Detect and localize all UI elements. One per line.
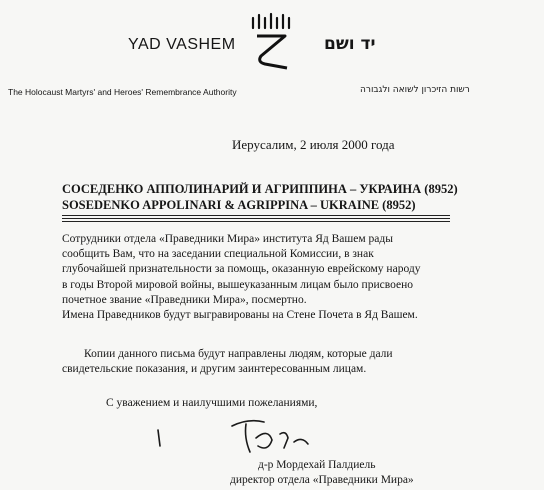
signer-name: д-р Мордехай Палдиель bbox=[258, 459, 376, 471]
letter-date: Иерусалим, 2 июля 2000 года bbox=[232, 137, 395, 152]
body-line: в годы Второй мировой войны, вышеуказанным лицам было присвоено bbox=[62, 278, 413, 291]
body-line: глубочайшей признательности за помощь, оказанную еврейскому народу bbox=[62, 263, 421, 276]
org-name-he: יד ושם bbox=[324, 34, 376, 54]
title-underline bbox=[62, 218, 450, 219]
closing-line: С уважением и наилучшими пожеланиями, bbox=[106, 397, 318, 409]
title-underline bbox=[62, 215, 450, 216]
body-paragraph-1 bbox=[62, 232, 498, 323]
handwritten-signature bbox=[152, 408, 342, 462]
body-paragraph-2 bbox=[62, 347, 498, 377]
subject-title-en: SOSEDENKO APPOLINARI & AGRIPPINA – UKRAINE (8952) bbox=[62, 198, 416, 212]
body-line: сообщить Вам, что на заседании специальной Комиссии, в знак bbox=[62, 248, 374, 261]
subject-title-ru: СОСЕДЕНКО АППОЛИНАРИЙ И АГРИППИНА – УКРАИНА (8952) bbox=[62, 182, 458, 196]
org-name-en: YAD VASHEM bbox=[128, 36, 236, 53]
authority-name-en: The Holocaust Martyrs' and Heroes' Remembrance Authority bbox=[8, 87, 237, 97]
authority-name-he: רשות הזיכרון לשואה ולגבורה bbox=[360, 85, 470, 95]
signer-title: директор отдела «Праведники Мира» bbox=[230, 474, 414, 486]
body-line: Копии данного письма будут направлены людям, которые дали bbox=[84, 348, 393, 360]
body-line: свидетельские показания, и другим заинтересованным лицам. bbox=[62, 363, 367, 376]
body-line: почетное звание «Праведники Мира», посмертно. bbox=[62, 293, 307, 306]
title-underline bbox=[62, 221, 450, 222]
body-line: Имена Праведников будут выгравированы на Стене Почета в Яд Вашем. bbox=[62, 309, 418, 322]
yad-vashem-logo-icon bbox=[247, 12, 295, 72]
body-line: Сотрудники отдела «Праведники Мира» института Яд Вашем рады bbox=[62, 233, 393, 245]
